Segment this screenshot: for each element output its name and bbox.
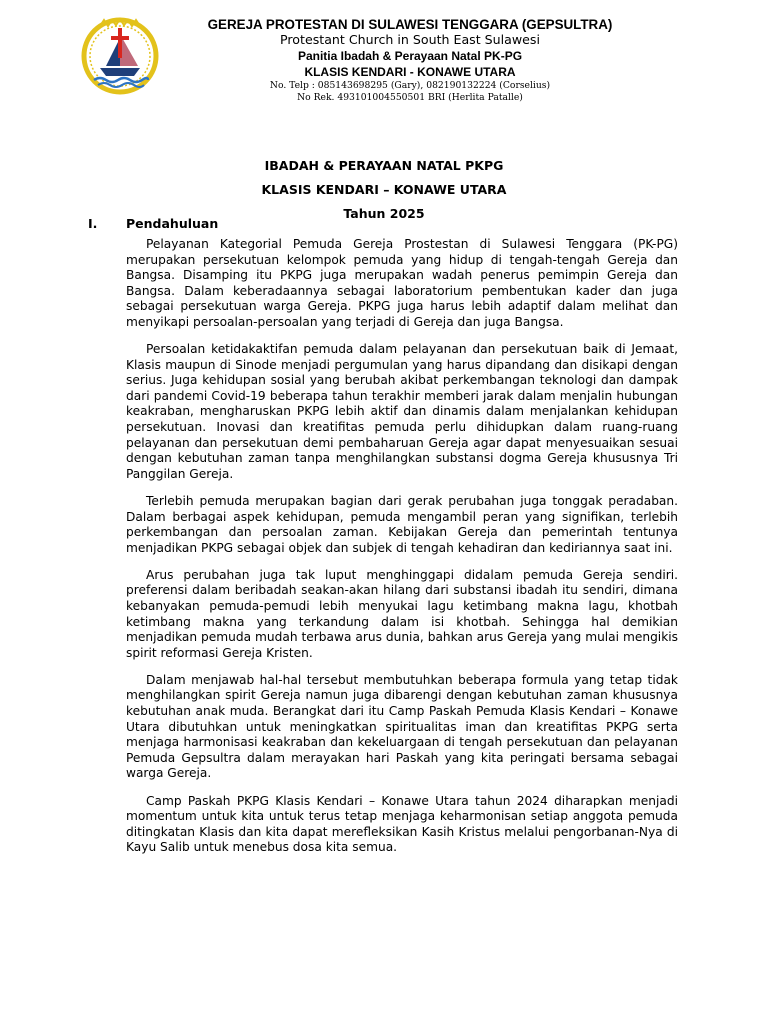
paragraph: Camp Paskah PKPG Klasis Kendari – Konawe Utara tahun 2024 diharapkan menjadi momentum untuk kita untuk terus tetap menjaga keharmonisan setiap anggota pemuda ditingkatan Klasis dan kita dapat merefleksikan Kasih Kristus melalui pengorbanan-Nya di Kayu Salib untuk menebus dosa kita semua. <box>126 793 678 855</box>
paragraph: Pelayanan Kategorial Pemuda Gereja Prostestan di Sulawesi Tenggara (PK-PG) merupakan persekutuan kelompok pemuda yang hidup di tengah-tengah Gereja dan Bangsa. Disamping itu PKPG juga merupakan wadah penerus pemimpin Gereja dan Bangsa. Dalam keberadaannya sebagai laboratorium pembentukan kader dan juga sebagai persekutuan warga Gereja. PKPG juga harus lebih adaptif dalam melihat dan menyikapi persoalan-persoalan yang terjadi di Gereja dan juga Bangsa. <box>126 237 678 329</box>
bank-account: No Rek. 493101004550501 BRI (Herlita Patalle) <box>297 92 523 103</box>
title-line-2: KLASIS KENDARI – KONAWE UTARA <box>261 182 507 197</box>
klasis-name: KLASIS KENDARI - KONAWE UTARA <box>304 65 516 79</box>
letterhead <box>160 17 660 104</box>
section-number: I. <box>88 216 98 231</box>
committee-name: Panitia Ibadah & Perayaan Natal PK-PG <box>297 49 523 63</box>
paragraph: Terlebih pemuda merupakan bagian dari gerak perubahan juga tonggak peradaban. Dalam berbagai aspek kehidupan, pemuda mengambil peran yang signifikan, terlebih perkembangan dan persoalan zaman. Kebijakan Gereja dan pemerintah tentunya menjadikan PKPG sebagai objek dan subjek di tengah kehadiran dan kediriannya saat ini. <box>126 493 678 555</box>
contact-phone: No. Telp : 085143698295 (Gary), 082190132224 (Corselius) <box>269 80 551 91</box>
section-title: Pendahuluan <box>126 216 219 231</box>
title-line-1: IBADAH & PERAYAAN NATAL PKPG <box>264 158 504 173</box>
org-name: GEREJA PROTESTAN DI SULAWESI TENGGARA (GEPSULTRA) <box>207 17 613 32</box>
org-name-english: Protestant Church in South East Sulawesi <box>280 32 540 47</box>
paragraph: Arus perubahan juga tak luput menghinggapi didalam pemuda Gereja sendiri. preferensi dalam beribadah seakan-akan hilang dari substansi ibadah itu sendiri, dimana kebanyakan pemuda-pemudi lebih menyukai lagu ketimbang makna lagu, khotbah ketimbang makna yang terkandung dalam isi khotbah. Sehingga hal demikian menjadikan pemuda mudah terbawa arus dunia, bahkan arus Gereja yang mulai mengikis spirit reformasi Gereja Kristen. <box>126 567 678 660</box>
paragraph: Persoalan ketidakaktifan pemuda dalam pelayanan dan persekutuan baik di Jemaat, Klasis maupun di Sinode menjadi pergumulan yang harus dipandang dan disikapi dengan serius. Juga kehidupan sosial yang berubah akibat perkembangan teknologi dan dampak dari pandemi Covid-19 beberapa tahun terakhir memberi jarak dalam menjalin hubungan keakraban, mengharuskan PKPG lebih aktif dan dinamis dalam menjalankan kehidupan persekutuan. Inovasi dan kreatifitas pemuda perlu dihidupkan dalam ruang-ruang pelayanan dan persekutuan demi pembaharuan Gereja agar dapat menyesuaikan sesuai dengan kebutuhan zaman tanpa menghilangkan substansi dogma Gereja khususnya Tri Panggilan Gereja. <box>126 342 678 481</box>
section-heading <box>88 216 288 232</box>
title-line-3: Tahun 2025 <box>343 206 425 221</box>
paragraph: Dalam menjawab hal-hal tersebut membutuhkan beberapa formula yang tetap tidak menghilangkan spirit Gereja namun juga dibarengi dengan kebutuhan zaman khususnya kebutuhan anak muda. Berangkat dari itu Camp Paskah Pemuda Klasis Kendari – Konawe Utara dibutuhkan untuk meningkatkan spiritualitas iman dan kreatifitas PKPG serta menjaga harmonisasi keakraban dan kekeluargaan di tengah persekutuan dan pelayanan Pemuda Gepsultra dalam merayakan hari Paskah yang kita peringati bersama sebagai warga Gereja. <box>126 672 678 781</box>
document-body <box>126 237 678 867</box>
church-ship-cross-logo-icon <box>80 16 160 96</box>
church-logo <box>80 16 160 96</box>
